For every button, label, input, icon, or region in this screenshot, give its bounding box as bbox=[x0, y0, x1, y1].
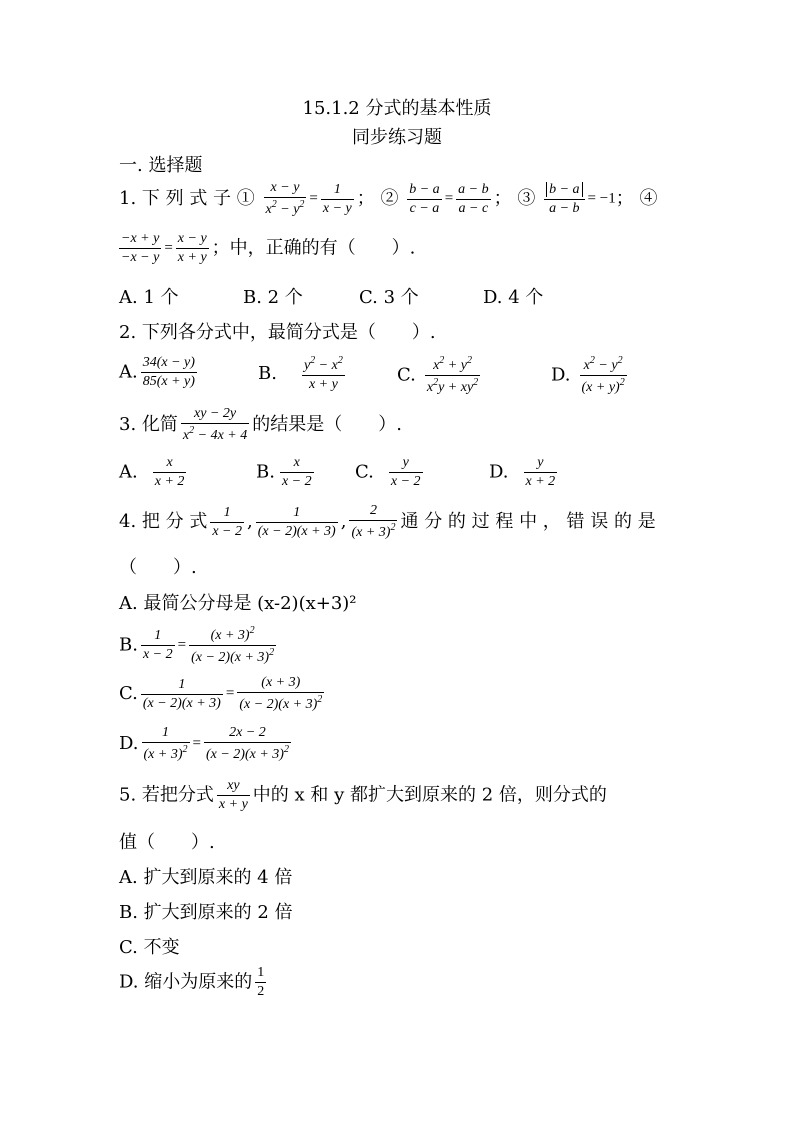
question-2-option-b[interactable] bbox=[258, 356, 348, 392]
option-label: C. bbox=[355, 461, 374, 483]
section-heading: 一. 选择题 bbox=[119, 155, 203, 176]
option-label: D. bbox=[551, 364, 571, 386]
option-label: A. bbox=[119, 361, 138, 383]
question-4-stem: 4. 把 分 式 $\frac{1}{x - 2}$ , $\frac{1}{(x - 2)(x + 3)}$ , $\frac{2}{(x + 3)^2}$ 通 分 的 过 程 中 ， 错 误 的 是 bbox=[119, 503, 656, 540]
question-4-prefix: 4. 把 分 式 bbox=[119, 511, 208, 532]
question-5-stem-line-2: 值（ ）. bbox=[119, 832, 215, 853]
fraction: $\frac{2x - 2}{(x - 2)(x + 3)^2}$ bbox=[205, 725, 289, 762]
question-4-option-c[interactable]: C. $\frac{1}{(x - 2)(x + 3)}$ = $\frac{(x + 3)}{(x - 2)(x + 3)^2}$ bbox=[119, 675, 323, 712]
question-5-option-d[interactable] bbox=[119, 966, 675, 999]
question-1-mark-2: ② bbox=[380, 188, 399, 209]
question-4-option-d[interactable]: D. $\frac{1}{(x + 3)^2}$ = $\frac{2x - 2}{(x - 2)(x + 3)^2}$ bbox=[119, 725, 289, 762]
page-subtitle: 同步练习题 bbox=[352, 127, 442, 148]
option-label: B. bbox=[258, 363, 277, 384]
question-4-suffix: 通 分 的 过 程 中 ， 错 误 的 是 bbox=[400, 511, 656, 532]
fraction: $\frac{x}{x - 2}$ bbox=[281, 455, 312, 489]
question-5-option-b[interactable]: B. 扩大到原来的 2 倍 bbox=[119, 902, 293, 923]
question-5-suffix: 中的 x 和 y 都扩大到原来的 2 倍，则分式的 bbox=[252, 784, 607, 806]
question-1-mark-4: ④ bbox=[639, 188, 658, 209]
fraction: $\frac{b - a}{c - a}$ bbox=[409, 181, 440, 216]
option-label: D. bbox=[489, 461, 509, 483]
fraction: $\frac{x^2 - y^2}{(x + y)^2}$ bbox=[581, 355, 625, 395]
page-title: 15.1.2 分式的基本性质 bbox=[302, 98, 492, 119]
fraction: $\frac{1}{x - y}$ bbox=[322, 181, 352, 216]
question-1-line-1: 1. 下 列 式 子 ① $\frac{x - y}{x^2 - y^2}$ = $\frac{1}{x - y}$ ； ② $\frac{b - a}{c - a}$ = $\frac{a - b}{a - c}$ ； ③ $\frac{b - a}{a - b}$ = −1； ④ bbox=[119, 180, 658, 217]
fraction: $\frac{34(x - y)}{85(x + y)}$ bbox=[142, 355, 195, 389]
fraction: $\frac{y^2 - x^2}{x + y}$ bbox=[303, 355, 343, 392]
fraction: $\frac{2}{(x + 3)^2}$ bbox=[351, 503, 396, 540]
fraction: $\frac{(x + 3)^2}{(x - 2)(x + 3)^2}$ bbox=[191, 625, 275, 665]
option-label: D. bbox=[119, 733, 139, 754]
question-5-option-c[interactable]: C. 不变 bbox=[119, 937, 180, 958]
question-1-option-d[interactable]: D. 4 个 bbox=[483, 287, 544, 308]
question-1-mark-3: ③ bbox=[517, 188, 536, 209]
question-2-option-a[interactable] bbox=[119, 356, 200, 389]
question-1-line-2: $\frac{-x + y}{-x - y}$ = $\frac{x - y}{x + y}$ ；中，正确的有（ ）. bbox=[121, 231, 416, 265]
question-2-option-d[interactable] bbox=[551, 356, 630, 395]
option-label: C. bbox=[397, 364, 416, 386]
question-3-option-b[interactable] bbox=[256, 456, 317, 489]
fraction: $\frac{x}{x + 2}$ bbox=[154, 455, 185, 489]
question-1-option-a[interactable]: A. 1 个 bbox=[119, 287, 179, 308]
question-3-option-d[interactable] bbox=[489, 456, 560, 489]
question-3-suffix: 的结果是（ ）. bbox=[252, 414, 402, 435]
fraction: $\frac{x - y}{x + y}$ bbox=[177, 231, 207, 265]
fraction: $\frac{xy}{x + y}$ bbox=[218, 778, 248, 812]
question-2-option-c[interactable] bbox=[397, 356, 483, 395]
question-2-options bbox=[119, 356, 675, 400]
question-3-option-a[interactable] bbox=[119, 456, 189, 489]
fraction: $\frac{1}{(x - 2)(x + 3)}$ bbox=[257, 504, 336, 539]
fraction: $\frac{x - y}{x^2 - y^2}$ bbox=[265, 180, 305, 217]
fraction: $\frac{y}{x + 2}$ bbox=[525, 455, 556, 489]
fraction: $\frac{-x + y}{-x - y}$ bbox=[121, 231, 160, 265]
question-3-stem bbox=[119, 407, 675, 443]
question-1-option-c[interactable]: C. 3 个 bbox=[359, 287, 419, 308]
question-5-option-a[interactable]: A. 扩大到原来的 4 倍 bbox=[119, 867, 293, 888]
question-4-option-b[interactable]: B. $\frac{1}{x - 2}$ = $\frac{(x + 3)^2}{(x - 2)(x + 3)^2}$ bbox=[119, 625, 275, 665]
question-5-option-d-label: D. 缩小为原来的 bbox=[119, 971, 253, 993]
fraction: $\frac{1}{x - 2}$ bbox=[212, 504, 243, 539]
question-3-option-c[interactable] bbox=[355, 456, 426, 489]
fraction: $\frac{1}{(x - 2)(x + 3)}$ bbox=[142, 676, 221, 711]
fraction: $\frac{(x + 3)}{(x - 2)(x + 3)^2}$ bbox=[239, 675, 323, 712]
option-label: B. bbox=[119, 634, 138, 656]
question-5-prefix: 5. 若把分式 bbox=[119, 784, 214, 806]
question-1-stem: 1. 下 列 式 子 ① bbox=[119, 188, 255, 209]
fraction: $\frac{1}{(x + 3)^2}$ bbox=[143, 725, 188, 762]
fraction: $\frac{b - a}{a - b}$ bbox=[544, 183, 584, 216]
question-1-option-b[interactable]: B. 2 个 bbox=[243, 287, 303, 308]
option-label: B. bbox=[256, 461, 275, 483]
fraction-one-half: $\frac{1}{2}$ bbox=[257, 965, 265, 999]
question-4-option-a[interactable]: A. 最简公分母是 (x-2)(x+3)² bbox=[119, 593, 357, 614]
fraction: $\frac{y}{x - 2}$ bbox=[390, 455, 421, 489]
fraction: $\frac{x^2 + y^2}{x^2y + xy^2}$ bbox=[426, 355, 479, 395]
question-3-prefix: 3. 化简 bbox=[119, 414, 178, 435]
option-label: A. bbox=[119, 461, 138, 483]
fraction: $\frac{a - b}{a - c}$ bbox=[458, 181, 489, 216]
question-3-options bbox=[119, 456, 675, 500]
question-1-tail: ；中，正确的有（ ）. bbox=[211, 237, 416, 259]
question-5-stem bbox=[119, 779, 675, 812]
question-2-stem: 2. 下列各分式中，最简分式是（ ）. bbox=[119, 322, 436, 343]
question-4-stem-line-2: （ ）. bbox=[119, 557, 197, 578]
option-label: C. bbox=[119, 683, 138, 704]
fraction: $\frac{1}{x - 2}$ bbox=[142, 628, 173, 662]
fraction: $\frac{xy - 2y}{x^2 - 4x + 4}$ bbox=[182, 406, 248, 443]
